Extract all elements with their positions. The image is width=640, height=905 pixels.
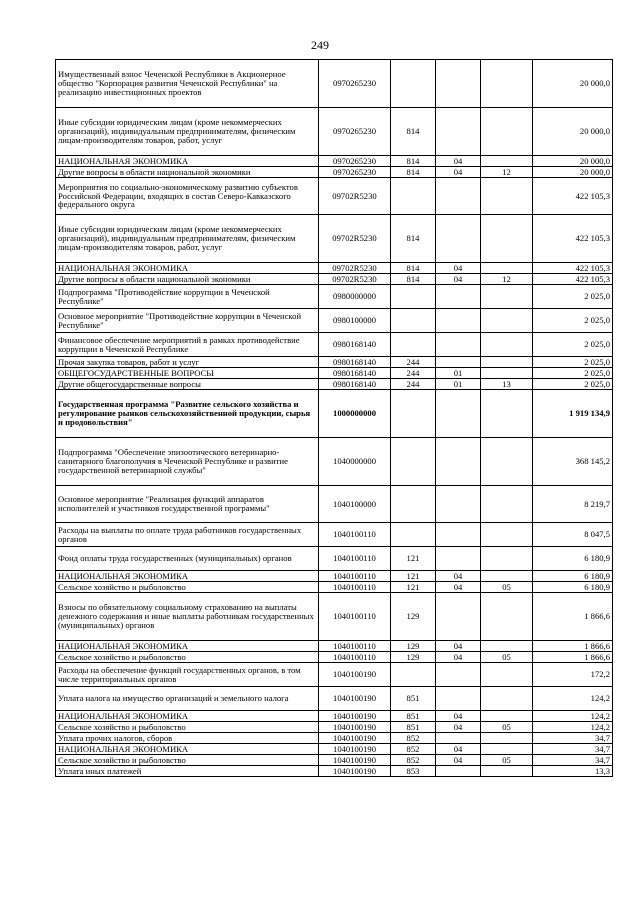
row-expense-type: 814 bbox=[391, 167, 436, 178]
table-row bbox=[56, 641, 613, 652]
row-section bbox=[436, 547, 481, 571]
row-name: Основное мероприятие "Реализация функций аппаратов исполнителей и участников государственной программы" bbox=[56, 486, 319, 523]
row-name: Иные субсидии юридическим лицам (кроме некоммерческих организаций), индивидуальным предпринимателям, физическим лицам-производителям товаров, работ, услуг bbox=[56, 215, 319, 263]
row-subsection: 05 bbox=[481, 755, 533, 766]
row-code: 1040100110 bbox=[319, 571, 391, 582]
row-section bbox=[436, 486, 481, 523]
row-code: 1040100190 bbox=[319, 687, 391, 711]
row-subsection: 05 bbox=[481, 722, 533, 733]
table-row bbox=[56, 178, 613, 215]
row-section bbox=[436, 333, 481, 357]
row-subsection bbox=[481, 571, 533, 582]
row-expense-type: 244 bbox=[391, 368, 436, 379]
row-amount: 20 000,0 bbox=[533, 60, 613, 108]
row-name: НАЦИОНАЛЬНАЯ ЭКОНОМИКА bbox=[56, 711, 319, 722]
row-section: 04 bbox=[436, 744, 481, 755]
row-amount: 2 025,0 bbox=[533, 379, 613, 390]
row-amount: 8 219,7 bbox=[533, 486, 613, 523]
row-subsection bbox=[481, 733, 533, 744]
table-row bbox=[56, 390, 613, 438]
row-code: 1040100110 bbox=[319, 547, 391, 571]
row-name: НАЦИОНАЛЬНАЯ ЭКОНОМИКА bbox=[56, 744, 319, 755]
row-subsection bbox=[481, 156, 533, 167]
budget-table bbox=[55, 59, 613, 777]
row-expense-type: 129 bbox=[391, 652, 436, 663]
table-row bbox=[56, 523, 613, 547]
row-name: Расходы на обеспечение функций государственных органов, в том числе территориальных органов bbox=[56, 663, 319, 687]
row-subsection bbox=[481, 766, 533, 777]
table-row bbox=[56, 379, 613, 390]
row-section bbox=[436, 523, 481, 547]
row-expense-type bbox=[391, 486, 436, 523]
row-name: Основное мероприятие "Противодействие коррупции в Чеченской Республике" bbox=[56, 309, 319, 333]
row-amount: 20 000,0 bbox=[533, 108, 613, 156]
row-expense-type: 814 bbox=[391, 156, 436, 167]
row-code: 1000000000 bbox=[319, 390, 391, 438]
row-code: 0970265230 bbox=[319, 60, 391, 108]
row-code: 0980168140 bbox=[319, 368, 391, 379]
row-section bbox=[436, 733, 481, 744]
row-expense-type: 244 bbox=[391, 379, 436, 390]
row-amount: 20 000,0 bbox=[533, 156, 613, 167]
row-subsection bbox=[481, 641, 533, 652]
table-row bbox=[56, 755, 613, 766]
row-code: 0970265230 bbox=[319, 167, 391, 178]
row-expense-type: 814 bbox=[391, 274, 436, 285]
row-expense-type: 852 bbox=[391, 733, 436, 744]
table-row bbox=[56, 285, 613, 309]
row-amount: 6 180,9 bbox=[533, 582, 613, 593]
row-subsection bbox=[481, 547, 533, 571]
row-expense-type bbox=[391, 60, 436, 108]
row-subsection: 13 bbox=[481, 379, 533, 390]
row-section: 04 bbox=[436, 711, 481, 722]
row-name: Прочая закупка товаров, работ и услуг bbox=[56, 357, 319, 368]
row-name: Иные субсидии юридическим лицам (кроме некоммерческих организаций), индивидуальным предпринимателям, физическим лицам-производителям товаров, работ, услуг bbox=[56, 108, 319, 156]
row-name: Уплата иных платежей bbox=[56, 766, 319, 777]
row-amount: 34,7 bbox=[533, 755, 613, 766]
row-amount: 6 180,9 bbox=[533, 571, 613, 582]
row-name: Взносы по обязательному социальному страхованию на выплаты денежного содержания и иные выплаты работникам государственных (муниципальных) органов bbox=[56, 593, 319, 641]
row-subsection bbox=[481, 263, 533, 274]
row-subsection bbox=[481, 711, 533, 722]
row-name: Подпрограмма "Обеспечение эпизоотического ветеринарно-санитарного благополучия в Чеченской Республике и развитие государственной ветеринарной службы" bbox=[56, 438, 319, 486]
row-name: Сельское хозяйство и рыболовство bbox=[56, 652, 319, 663]
table-row bbox=[56, 368, 613, 379]
row-expense-type: 121 bbox=[391, 571, 436, 582]
table-row bbox=[56, 582, 613, 593]
row-expense-type bbox=[391, 438, 436, 486]
row-subsection bbox=[481, 368, 533, 379]
row-name: Уплата налога на имущество организаций и земельного налога bbox=[56, 687, 319, 711]
row-subsection bbox=[481, 285, 533, 309]
row-expense-type: 121 bbox=[391, 582, 436, 593]
row-code: 09702R5230 bbox=[319, 274, 391, 285]
row-subsection: 12 bbox=[481, 274, 533, 285]
row-code: 1040100110 bbox=[319, 641, 391, 652]
row-expense-type bbox=[391, 178, 436, 215]
row-code: 1040100110 bbox=[319, 582, 391, 593]
row-code: 0970265230 bbox=[319, 108, 391, 156]
table-row bbox=[56, 274, 613, 285]
page-number: 249 bbox=[311, 38, 329, 52]
row-code: 1040100190 bbox=[319, 766, 391, 777]
row-amount: 422 105,3 bbox=[533, 274, 613, 285]
row-subsection bbox=[481, 523, 533, 547]
row-section bbox=[436, 309, 481, 333]
row-section: 04 bbox=[436, 641, 481, 652]
row-code: 1040100190 bbox=[319, 711, 391, 722]
row-subsection bbox=[481, 60, 533, 108]
table-row bbox=[56, 309, 613, 333]
row-expense-type: 814 bbox=[391, 108, 436, 156]
row-section: 01 bbox=[436, 368, 481, 379]
row-code: 0980168140 bbox=[319, 379, 391, 390]
row-name: ОБЩЕГОСУДАРСТВЕННЫЕ ВОПРОСЫ bbox=[56, 368, 319, 379]
row-section bbox=[436, 108, 481, 156]
row-amount: 368 145,2 bbox=[533, 438, 613, 486]
row-expense-type bbox=[391, 390, 436, 438]
row-code: 0980168140 bbox=[319, 333, 391, 357]
row-name: Другие вопросы в области национальной экономики bbox=[56, 274, 319, 285]
row-code: 0970265230 bbox=[319, 156, 391, 167]
row-code: 1040100190 bbox=[319, 744, 391, 755]
row-name: НАЦИОНАЛЬНАЯ ЭКОНОМИКА bbox=[56, 571, 319, 582]
row-amount: 20 000,0 bbox=[533, 167, 613, 178]
row-subsection bbox=[481, 309, 533, 333]
row-subsection bbox=[481, 486, 533, 523]
row-section bbox=[436, 593, 481, 641]
row-expense-type: 851 bbox=[391, 722, 436, 733]
row-amount: 2 025,0 bbox=[533, 333, 613, 357]
row-subsection: 12 bbox=[481, 167, 533, 178]
table-row bbox=[56, 156, 613, 167]
row-expense-type: 851 bbox=[391, 711, 436, 722]
table-row bbox=[56, 547, 613, 571]
row-section bbox=[436, 178, 481, 215]
row-code: 0980000000 bbox=[319, 285, 391, 309]
row-name: Другие вопросы в области национальной экономики bbox=[56, 167, 319, 178]
row-code: 09702R5230 bbox=[319, 178, 391, 215]
row-section: 04 bbox=[436, 167, 481, 178]
row-amount: 124,2 bbox=[533, 687, 613, 711]
row-amount: 124,2 bbox=[533, 711, 613, 722]
row-code: 1040100190 bbox=[319, 722, 391, 733]
table-row bbox=[56, 711, 613, 722]
table-row bbox=[56, 215, 613, 263]
row-code: 09702R5230 bbox=[319, 215, 391, 263]
row-expense-type bbox=[391, 333, 436, 357]
row-name: Другие общегосударственные вопросы bbox=[56, 379, 319, 390]
row-name: Фонд оплаты труда государственных (муниципальных) органов bbox=[56, 547, 319, 571]
row-expense-type: 852 bbox=[391, 744, 436, 755]
row-name: Расходы на выплаты по оплате труда работников государственных органов bbox=[56, 523, 319, 547]
row-name: Сельское хозяйство и рыболовство bbox=[56, 755, 319, 766]
row-section bbox=[436, 357, 481, 368]
row-expense-type: 852 bbox=[391, 755, 436, 766]
table-row bbox=[56, 593, 613, 641]
row-amount: 1 866,6 bbox=[533, 641, 613, 652]
row-section bbox=[436, 390, 481, 438]
table-row bbox=[56, 108, 613, 156]
table-row bbox=[56, 652, 613, 663]
table-row bbox=[56, 571, 613, 582]
row-section bbox=[436, 687, 481, 711]
row-expense-type: 814 bbox=[391, 263, 436, 274]
row-section bbox=[436, 215, 481, 263]
row-amount: 422 105,3 bbox=[533, 263, 613, 274]
row-expense-type bbox=[391, 663, 436, 687]
row-amount: 34,7 bbox=[533, 744, 613, 755]
row-amount: 34,7 bbox=[533, 733, 613, 744]
row-section bbox=[436, 285, 481, 309]
row-name: НАЦИОНАЛЬНАЯ ЭКОНОМИКА bbox=[56, 263, 319, 274]
row-expense-type: 244 bbox=[391, 357, 436, 368]
row-amount: 2 025,0 bbox=[533, 368, 613, 379]
row-name: Сельское хозяйство и рыболовство bbox=[56, 582, 319, 593]
row-expense-type bbox=[391, 285, 436, 309]
row-amount: 2 025,0 bbox=[533, 309, 613, 333]
row-section: 04 bbox=[436, 274, 481, 285]
row-section: 04 bbox=[436, 652, 481, 663]
row-section: 04 bbox=[436, 571, 481, 582]
row-subsection bbox=[481, 215, 533, 263]
table-row bbox=[56, 722, 613, 733]
row-amount: 1 866,6 bbox=[533, 593, 613, 641]
row-code: 09702R5230 bbox=[319, 263, 391, 274]
table-row bbox=[56, 60, 613, 108]
budget-table-body bbox=[56, 60, 613, 777]
table-row bbox=[56, 687, 613, 711]
row-amount: 172,2 bbox=[533, 663, 613, 687]
row-section: 04 bbox=[436, 263, 481, 274]
table-row bbox=[56, 733, 613, 744]
row-name: Мероприятия по социально-экономическому развитию субъектов Российской Федерации, входящих в состав Северо-Кавказского федерального округа bbox=[56, 178, 319, 215]
row-subsection bbox=[481, 687, 533, 711]
row-code: 1040100110 bbox=[319, 652, 391, 663]
row-expense-type: 129 bbox=[391, 593, 436, 641]
row-name: Финансовое обеспечение мероприятий в рамках противодействие коррупции в Чеченской Республике bbox=[56, 333, 319, 357]
row-section bbox=[436, 766, 481, 777]
table-row bbox=[56, 663, 613, 687]
row-code: 1040100110 bbox=[319, 523, 391, 547]
row-subsection bbox=[481, 663, 533, 687]
row-subsection bbox=[481, 390, 533, 438]
row-amount: 2 025,0 bbox=[533, 285, 613, 309]
row-name: Сельское хозяйство и рыболовство bbox=[56, 722, 319, 733]
row-subsection bbox=[481, 178, 533, 215]
row-amount: 8 047,5 bbox=[533, 523, 613, 547]
row-amount: 13,3 bbox=[533, 766, 613, 777]
row-code: 1040100000 bbox=[319, 486, 391, 523]
row-amount: 422 105,3 bbox=[533, 178, 613, 215]
row-subsection bbox=[481, 357, 533, 368]
row-amount: 1 919 134,9 bbox=[533, 390, 613, 438]
row-section bbox=[436, 438, 481, 486]
row-subsection: 05 bbox=[481, 652, 533, 663]
table-row bbox=[56, 263, 613, 274]
row-name: Государственная программа "Развитие сельского хозяйства и регулирование рынков сельскохозяйственной продукции, сырья и продовольствия" bbox=[56, 390, 319, 438]
row-code: 1040100110 bbox=[319, 593, 391, 641]
row-subsection bbox=[481, 108, 533, 156]
row-expense-type: 814 bbox=[391, 215, 436, 263]
row-subsection bbox=[481, 593, 533, 641]
table-row bbox=[56, 438, 613, 486]
row-amount: 422 105,3 bbox=[533, 215, 613, 263]
row-expense-type: 853 bbox=[391, 766, 436, 777]
table-row bbox=[56, 766, 613, 777]
row-amount: 124,2 bbox=[533, 722, 613, 733]
table-row bbox=[56, 744, 613, 755]
row-subsection bbox=[481, 333, 533, 357]
row-expense-type bbox=[391, 309, 436, 333]
row-code: 1040100190 bbox=[319, 663, 391, 687]
row-amount: 1 866,6 bbox=[533, 652, 613, 663]
row-code: 1040000000 bbox=[319, 438, 391, 486]
row-name: НАЦИОНАЛЬНАЯ ЭКОНОМИКА bbox=[56, 641, 319, 652]
row-section: 01 bbox=[436, 379, 481, 390]
row-section: 04 bbox=[436, 755, 481, 766]
row-section: 04 bbox=[436, 722, 481, 733]
row-name: Подпрограмма "Противодействие коррупции в Чеченской Республике" bbox=[56, 285, 319, 309]
row-code: 0980100000 bbox=[319, 309, 391, 333]
table-row bbox=[56, 333, 613, 357]
row-code: 1040100190 bbox=[319, 733, 391, 744]
row-code: 0980168140 bbox=[319, 357, 391, 368]
row-subsection bbox=[481, 744, 533, 755]
row-expense-type: 851 bbox=[391, 687, 436, 711]
row-subsection: 05 bbox=[481, 582, 533, 593]
row-section bbox=[436, 663, 481, 687]
row-amount: 2 025,0 bbox=[533, 357, 613, 368]
row-code: 1040100190 bbox=[319, 755, 391, 766]
row-name: Уплата прочих налогов, сборов bbox=[56, 733, 319, 744]
row-subsection bbox=[481, 438, 533, 486]
row-section bbox=[436, 60, 481, 108]
table-row bbox=[56, 486, 613, 523]
row-name: НАЦИОНАЛЬНАЯ ЭКОНОМИКА bbox=[56, 156, 319, 167]
row-expense-type: 121 bbox=[391, 547, 436, 571]
table-row bbox=[56, 167, 613, 178]
table-row bbox=[56, 357, 613, 368]
row-section: 04 bbox=[436, 156, 481, 167]
row-expense-type bbox=[391, 523, 436, 547]
row-expense-type: 129 bbox=[391, 641, 436, 652]
row-section: 04 bbox=[436, 582, 481, 593]
row-amount: 6 180,9 bbox=[533, 547, 613, 571]
row-name: Имущественный взнос Чеченской Республики в Акционерное общество "Корпорация развития Чеченской Республики" на реализацию инвестиционных проектов bbox=[56, 60, 319, 108]
